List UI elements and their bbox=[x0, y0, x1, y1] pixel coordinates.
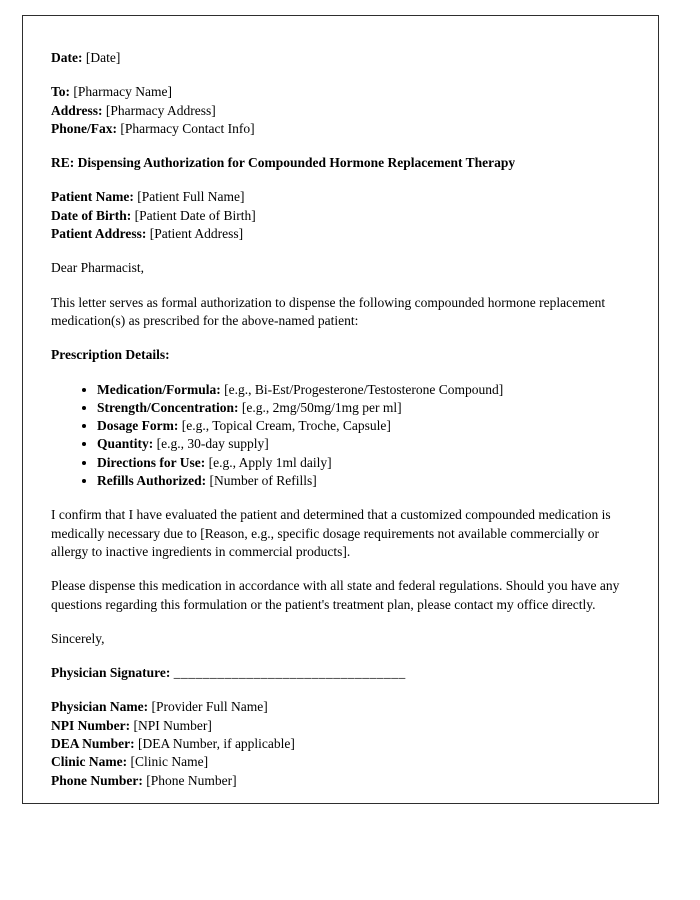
signature-label: Physician Signature: bbox=[51, 665, 171, 681]
prescription-item-label: Dosage Form: bbox=[97, 418, 179, 434]
signature-blank: ________________________________ bbox=[173, 665, 406, 681]
recipient-value: [Pharmacy Name] bbox=[73, 84, 172, 100]
recipient-block bbox=[51, 83, 628, 138]
physician-line bbox=[51, 735, 628, 753]
prescription-item bbox=[97, 435, 628, 453]
recipient-line bbox=[51, 120, 628, 138]
recipient-label: Address: bbox=[51, 102, 103, 118]
physician-line bbox=[51, 753, 628, 771]
patient-value: [Patient Date of Birth] bbox=[134, 207, 256, 223]
patient-block bbox=[51, 188, 628, 243]
prescription-item-label: Directions for Use: bbox=[97, 454, 206, 470]
physician-label: DEA Number: bbox=[51, 736, 135, 752]
patient-label: Patient Address: bbox=[51, 226, 147, 242]
prescription-item-value: [e.g., Bi-Est/Progesterone/Testosterone Compound] bbox=[224, 381, 504, 397]
recipient-line bbox=[51, 102, 628, 120]
recipient-label: Phone/Fax: bbox=[51, 120, 117, 136]
recipient-value: [Pharmacy Address] bbox=[105, 102, 216, 118]
physician-value: [DEA Number, if applicable] bbox=[138, 736, 295, 752]
physician-label: Phone Number: bbox=[51, 772, 143, 788]
patient-label: Date of Birth: bbox=[51, 207, 132, 223]
patient-line bbox=[51, 225, 628, 243]
patient-value: [Patient Full Name] bbox=[137, 189, 245, 205]
physician-block bbox=[51, 698, 628, 789]
prescription-item-label: Quantity: bbox=[97, 436, 154, 452]
physician-label: NPI Number: bbox=[51, 717, 131, 733]
prescription-item-value: [e.g., 30-day supply] bbox=[156, 436, 269, 452]
physician-value: [Phone Number] bbox=[146, 772, 237, 788]
date-value: [Date] bbox=[85, 50, 121, 65]
recipient-line bbox=[51, 83, 628, 101]
date-line bbox=[51, 49, 628, 67]
recipient-label: To: bbox=[51, 84, 71, 100]
prescription-item bbox=[97, 472, 628, 490]
prescription-item-value: [e.g., Apply 1ml daily] bbox=[208, 454, 332, 470]
patient-label: Patient Name: bbox=[51, 189, 134, 205]
prescription-item-value: [Number of Refills] bbox=[209, 473, 317, 489]
recipient-value: [Pharmacy Contact Info] bbox=[120, 120, 255, 136]
signature-line bbox=[51, 664, 628, 682]
physician-line bbox=[51, 772, 628, 790]
prescription-item-label: Medication/Formula: bbox=[97, 381, 221, 397]
letter-page bbox=[22, 15, 659, 804]
physician-label: Physician Name: bbox=[51, 699, 149, 715]
prescription-item bbox=[97, 399, 628, 417]
confirmation-paragraph: I confirm that I have evaluated the patient and determined that a customized compounded medication is medically necessary due to [Reason, e.g., specific dosage requirements not available commercially or allergy to inactive ingredients in commercial products]. bbox=[51, 507, 611, 559]
intro-paragraph: This letter serves as formal authorization to dispense the following compounded hormone replacement medication(s) as prescribed for the above-named patient: bbox=[51, 294, 606, 328]
prescription-item bbox=[97, 417, 628, 435]
prescription-list bbox=[51, 381, 628, 491]
dispense-paragraph: Please dispense this medication in accordance with all state and federal regulations. Should you have any questions regarding this formulation or the patient's treatment plan, please contact my office directly. bbox=[51, 578, 620, 612]
subject-line: RE: Dispensing Authorization for Compounded Hormone Replacement Therapy bbox=[51, 155, 516, 171]
physician-line bbox=[51, 717, 628, 735]
closing: Sincerely, bbox=[51, 630, 105, 646]
prescription-item bbox=[97, 454, 628, 472]
patient-line bbox=[51, 207, 628, 225]
patient-line bbox=[51, 188, 628, 206]
date-label: Date: bbox=[51, 50, 83, 65]
prescription-item-value: [e.g., Topical Cream, Troche, Capsule] bbox=[181, 418, 391, 434]
prescription-item bbox=[97, 381, 628, 399]
physician-label: Clinic Name: bbox=[51, 754, 128, 770]
physician-value: [Provider Full Name] bbox=[151, 699, 268, 715]
physician-value: [NPI Number] bbox=[133, 717, 212, 733]
prescription-item-label: Strength/Concentration: bbox=[97, 399, 239, 415]
prescription-item-value: [e.g., 2mg/50mg/1mg per ml] bbox=[241, 399, 402, 415]
prescription-item-label: Refills Authorized: bbox=[97, 473, 207, 489]
salutation: Dear Pharmacist, bbox=[51, 260, 144, 276]
physician-value: [Clinic Name] bbox=[130, 754, 209, 770]
prescription-heading: Prescription Details: bbox=[51, 347, 170, 363]
physician-line bbox=[51, 698, 628, 716]
patient-value: [Patient Address] bbox=[149, 226, 244, 242]
